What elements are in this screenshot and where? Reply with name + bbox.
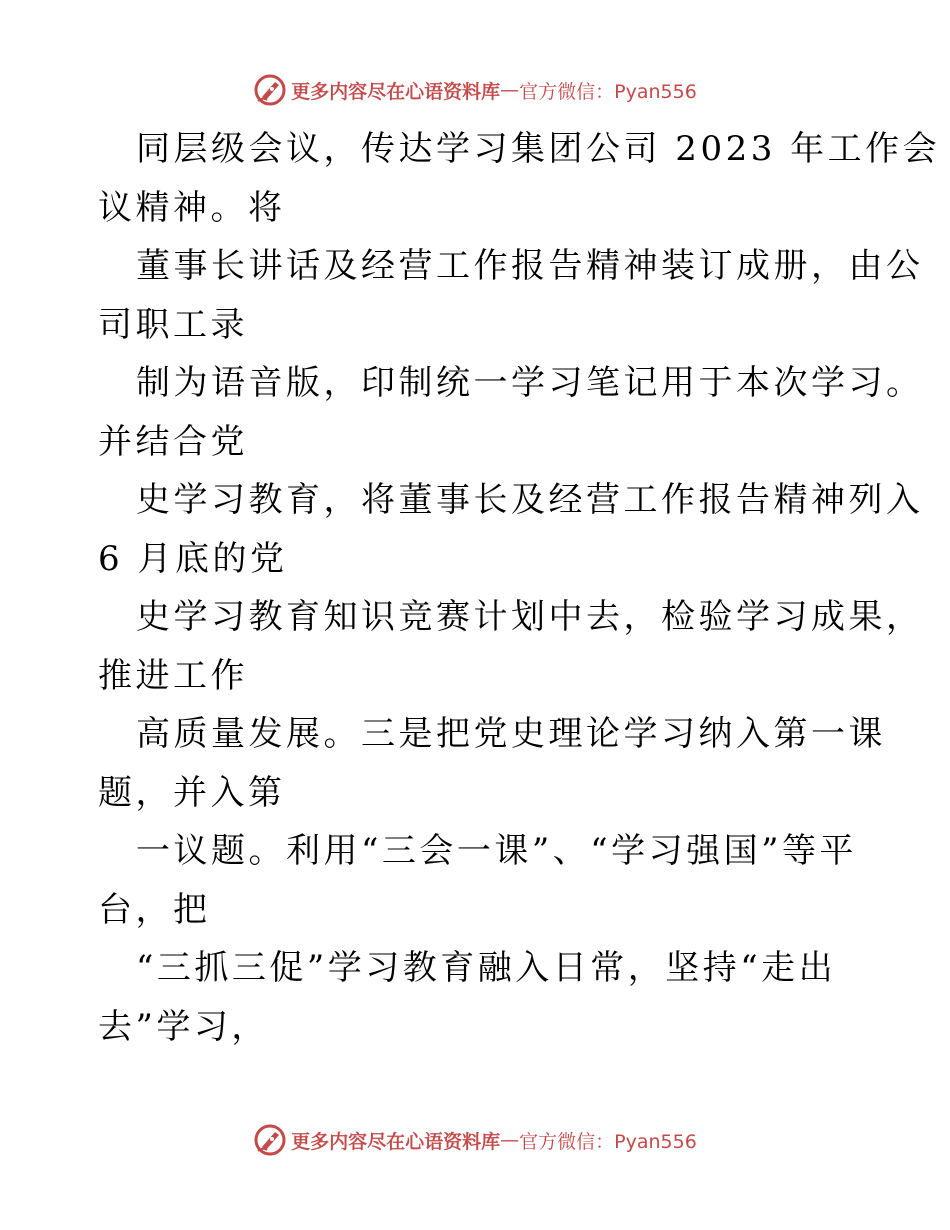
text-line: 一议题。利用“三会一课”、“学习强国”等平 [136, 831, 858, 871]
text-line: 史学习教育，将董事长及经营工作报告精神列入 [136, 480, 924, 520]
text-line: 议精神。将 [98, 187, 286, 228]
header-separator: — [500, 79, 520, 101]
header-wechat: 官方微信：Pyan556 [519, 80, 697, 103]
text-line: 并结合党 [98, 421, 248, 462]
text-line: “三抓三促”学习教育融入日常，坚持“走出 [136, 948, 837, 988]
text-line: 同层级会议，传达学习集团公司 2023 年工作会 [136, 129, 941, 169]
pen-nib-logo-icon [253, 73, 287, 107]
text-line: 高质量发展。三是把党史理论学习纳入第一课 [136, 714, 886, 754]
pen-nib-logo-icon [253, 1123, 287, 1157]
header-banner [0, 70, 950, 110]
body-text [98, 120, 941, 1056]
footer-wechat: 官方微信：Pyan556 [519, 1130, 697, 1153]
header-title: 更多内容尽在心语资料库 [291, 80, 501, 103]
text-line: 去”学习， [98, 1006, 269, 1047]
text-line: 董事长讲话及经营工作报告精神装订成册，由公 [136, 246, 924, 286]
text-line: 制为语音版，印制统一学习笔记用于本次学习。 [136, 363, 924, 403]
footer-separator: — [500, 1129, 520, 1151]
text-line: 司职工录 [98, 304, 248, 345]
text-line: 题，并入第 [98, 772, 286, 813]
text-line: 台，把 [98, 889, 211, 930]
footer-banner [0, 1120, 950, 1160]
footer-title: 更多内容尽在心语资料库 [291, 1130, 501, 1153]
text-line: 推进工作 [98, 655, 248, 696]
text-line: 6 月底的党 [98, 538, 288, 579]
text-line: 史学习教育知识竞赛计划中去，检验学习成果， [136, 597, 924, 637]
